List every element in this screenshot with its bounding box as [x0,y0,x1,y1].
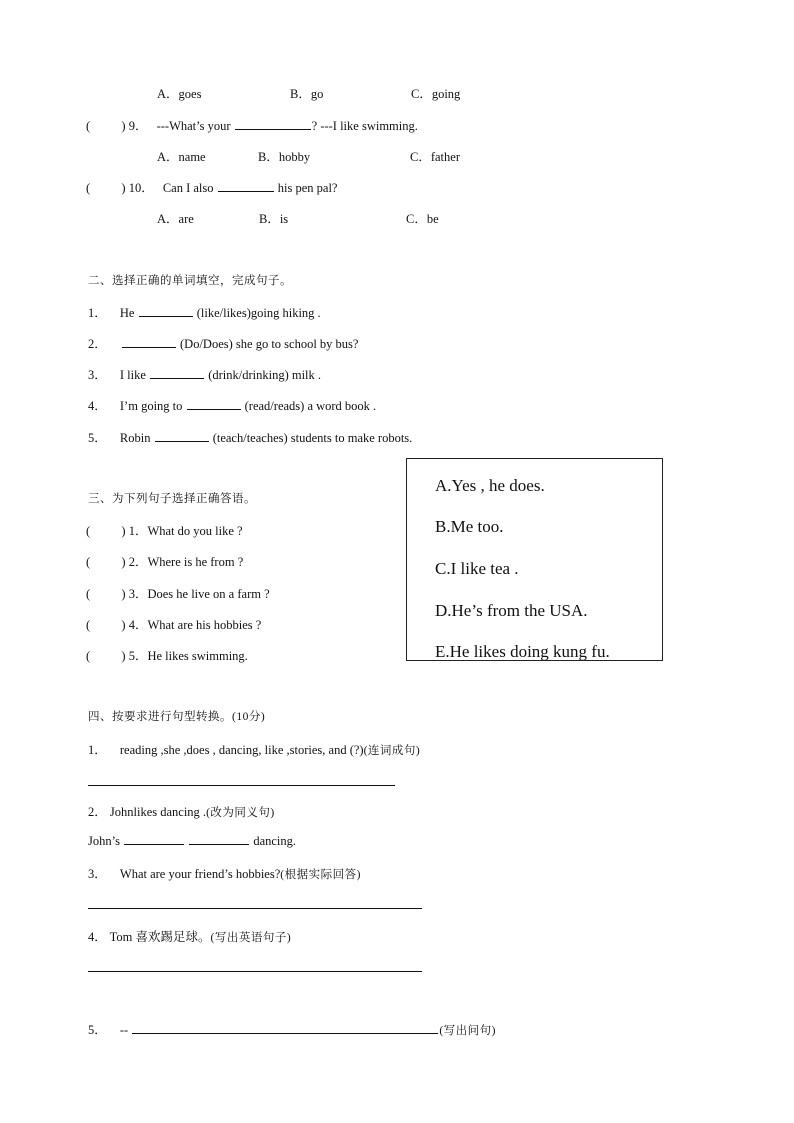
item-number: 5． [88,1023,107,1037]
item-number: 5． [88,431,107,445]
item-text: He [119,306,135,320]
section-3-item [86,615,261,633]
item-text-end: (read/reads) a word book . [244,399,377,413]
item-text: 5．He likes swimming. [128,649,248,663]
answer-parentheses[interactable]: ( ) [86,555,126,569]
item-text: 2．Where is he from ? [128,555,244,569]
option-a: A．are [157,212,194,226]
section-4-question-4 [88,927,291,945]
answer-option: B.Me too. [435,517,504,536]
section-4-question-2-answer [88,833,296,849]
item-text-end: (teach/teaches) students to make robots. [212,431,413,445]
question-number: ( ) 10． [86,181,154,195]
answer-blank[interactable] [189,833,249,845]
answer-line[interactable] [88,971,422,972]
section-4-question-1 [88,740,420,758]
question-text-end: ? ---I like swimming. [311,119,418,133]
item-text: 1．What do you like ? [128,524,243,538]
item-text: 4．What are his hobbies ? [128,618,262,632]
item-text: I’m going to [119,399,183,413]
question-text: Can I also [162,181,214,195]
answer-blank[interactable] [155,430,209,442]
section-3-item [86,552,243,570]
answer-parentheses[interactable]: ( ) [86,649,126,663]
section-2-item [88,365,321,383]
item-text-end: (Do/Does) she go to school by bus? [180,337,359,351]
section-4-question-3 [88,864,361,882]
item-text: Tom 喜欢踢足球。 [109,930,211,944]
item-text: Robin [119,431,151,445]
section-2-item [88,428,412,446]
item-text: 3．Does he live on a farm ? [128,587,270,601]
question-10 [86,178,337,196]
item-text: I like [119,368,146,382]
section-4-question-5 [88,1020,496,1038]
answer-blank[interactable] [122,336,176,348]
section-4-question-2 [88,802,275,820]
answer-line[interactable] [88,785,395,786]
section-3-item [86,584,270,602]
answer-blank[interactable] [218,180,274,192]
section-2-item [88,334,358,352]
answer-parentheses[interactable]: ( ) [86,587,126,601]
section-3-item [86,521,243,539]
section-2-item [88,396,376,414]
answer-parentheses[interactable]: ( ) [86,618,126,632]
answer-option: D.He’s from the USA. [435,601,588,620]
item-number: 3． [88,368,107,382]
item-number: 1． [88,743,107,757]
section-3-title: 三、为下列句子选择正确答语。 [88,493,256,505]
option-b: B．go [290,87,324,101]
item-number: 3． [88,867,107,881]
answer-options-box [406,458,663,661]
item-text-end: (like/likes)going hiking . [196,306,321,320]
instruction-note: (写出问句) [439,1025,497,1037]
section-3-item [86,646,248,664]
instruction-note: (改为同义句) [206,807,275,819]
section-2-item [88,303,321,321]
option-c: C．going [411,87,461,101]
item-text-end: (drink/drinking) milk . [208,368,322,382]
answer-option: E.He likes doing kung fu. [435,642,610,661]
answer-line[interactable] [88,908,422,909]
item-text: John’s [88,834,120,848]
item-text: What are your friend’s hobbies? [119,867,281,881]
answer-blank[interactable] [139,305,193,317]
option-b: B．hobby [258,150,311,164]
item-number: 4． [88,399,107,413]
question-text-end: his pen pal? [277,181,338,195]
instruction-note: (连词成句) [363,745,421,757]
option-b: B．is [259,212,289,226]
option-a: A．name [157,150,206,164]
option-c: C．be [406,212,439,226]
instruction-note: (根据实际回答) [280,869,361,881]
option-a: A．goes [157,87,202,101]
item-number: 4． [88,930,107,944]
answer-option: A.Yes , he does. [435,476,545,495]
question-9 [86,116,418,134]
answer-blank[interactable] [235,118,311,130]
answer-blank[interactable] [132,1022,438,1034]
instruction-note: (写出英语句子) [210,932,292,944]
item-number: 1． [88,306,107,320]
answer-blank[interactable] [124,833,184,845]
answer-blank[interactable] [187,398,241,410]
item-text: Johnlikes dancing . [109,805,207,819]
answer-blank[interactable] [150,367,204,379]
item-text: reading ,she ,does , dancing, like ,stories, and (?) [119,743,364,757]
section-2-title: 二、选择正确的单词填空，完成句子。 [88,275,292,287]
section-4-title: 四、按要求进行句型转换。(10分) [88,711,266,723]
answer-parentheses[interactable]: ( ) [86,524,126,538]
item-number: 2． [88,805,107,819]
question-number: ( ) 9． [86,119,148,133]
item-number: 2． [88,337,107,351]
item-text-end: dancing. [253,834,297,848]
option-c: C．father [410,150,460,164]
answer-option: C.I like tea . [435,559,519,578]
question-text: ---What’s your [156,119,231,133]
item-text: -- [119,1023,129,1037]
